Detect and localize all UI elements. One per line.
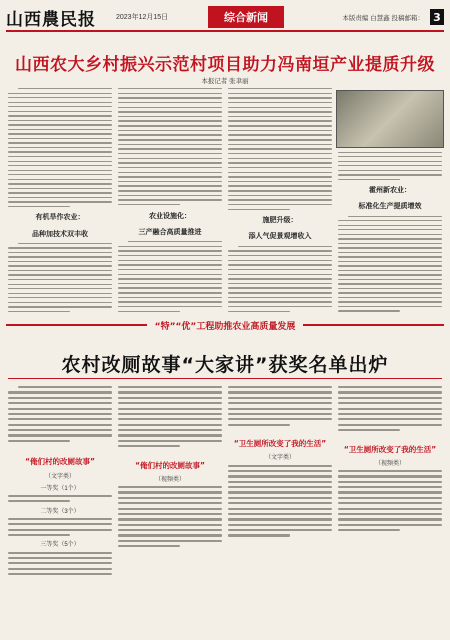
story1-photo-top <box>336 90 444 148</box>
story2-headline: 农村改厕故事“大家讲”获奖名单出炉 <box>61 354 389 376</box>
story2-col-2 <box>118 386 222 636</box>
story1-subhead: 有机旱作农业： <box>35 213 85 222</box>
story1-col-3 <box>228 88 332 312</box>
story2-body <box>8 386 442 636</box>
award-group-subtitle: （视频类） <box>374 460 405 467</box>
award-group-subtitle: （文字类） <box>44 473 75 480</box>
story2-col-3 <box>228 386 332 636</box>
issue-date: 2023年12月15日 <box>116 14 169 21</box>
award-group-title: “俺们村的改厕故事” <box>135 460 205 470</box>
story1-col-2 <box>118 88 222 312</box>
award-group-subtitle: （文字类） <box>264 455 295 462</box>
story1-subhead: 品种加技术双丰收 <box>32 229 88 238</box>
story1-subhead: 施肥升级： <box>262 216 298 225</box>
story1-subhead: 添人气促景观增收入 <box>248 232 312 241</box>
story1-col-1 <box>8 88 112 312</box>
feature-ribbon-label: “特”“优”工程助推农业高质量发展 <box>147 319 304 332</box>
editor-credits: 本版责编 白慧鑫 投稿邮箱： <box>342 14 424 22</box>
award-group-title: “俺们村的改厕故事” <box>25 457 95 467</box>
newspaper-logo: 山西農民报 <box>6 9 96 30</box>
section-label: 综合新闻 <box>208 6 284 28</box>
story2-col-1 <box>8 386 112 636</box>
award-group-title: “卫生厕所改变了我的生活” <box>233 439 327 449</box>
story1-byline: 本报记者 张聿丽 <box>201 78 249 85</box>
prize-label: 二等奖（3个） <box>40 508 80 515</box>
story1-subhead: 三产融合高质量推进 <box>138 227 202 236</box>
story1-subhead: 霍州新农业： <box>369 186 411 195</box>
feature-ribbon <box>6 318 444 332</box>
award-group-subtitle: （视频类） <box>154 476 185 483</box>
award-group-title: “卫生厕所改变了我的生活” <box>343 444 437 454</box>
prize-label: 三等奖（5个） <box>40 542 80 549</box>
page-number: 3 <box>430 9 444 25</box>
story1-subhead: 农业设施化： <box>149 211 191 220</box>
story2-col-4 <box>338 386 442 636</box>
story1-subhead: 标准化生产提质增效 <box>358 202 422 211</box>
story1-headline: 山西农大乡村振兴示范村项目助力冯南垣产业提质升级 <box>15 55 435 75</box>
masthead <box>6 4 444 32</box>
prize-label: 一等奖（1个） <box>40 485 80 492</box>
